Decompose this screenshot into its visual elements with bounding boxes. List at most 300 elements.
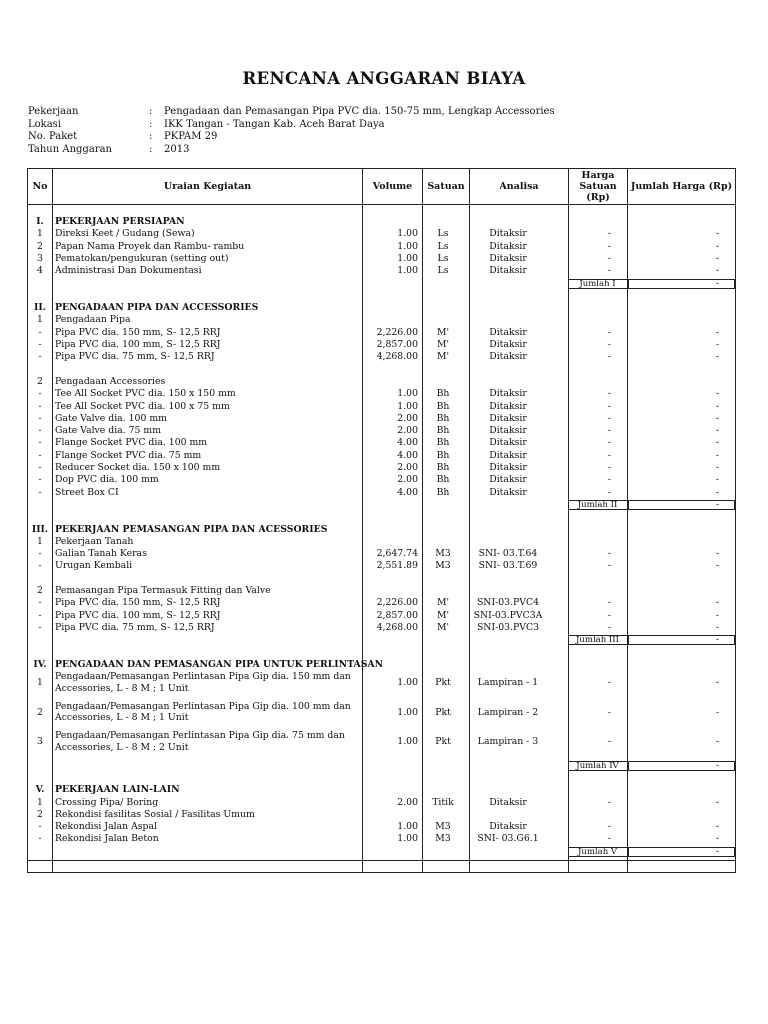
row-volume: 4.00 (397, 449, 418, 461)
subtotal-label: Jumlah IV (576, 760, 619, 771)
row-description: Gate Valve dia. 75 mm (55, 425, 162, 437)
row-analysis: Ditaksir (489, 796, 527, 808)
row-volume: 2.00 (397, 462, 418, 473)
subtotal-value: - (715, 277, 719, 289)
row-unit-price: - (607, 449, 611, 461)
row-analysis: SNI- 03.T.64 (478, 548, 538, 560)
row-number: - (38, 388, 42, 400)
table-row (28, 437, 735, 449)
row-total-price: - (715, 228, 719, 240)
row-number: II. (34, 302, 46, 314)
row-number: - (38, 425, 42, 437)
row-unit: Pkt (435, 706, 451, 718)
row-unit: Bh (436, 462, 450, 473)
subtotal-divider (628, 762, 629, 770)
row-description: Street Box CI (55, 486, 119, 498)
row-unit-price: - (607, 462, 611, 473)
row-analysis: SNI-03.PVC3 (476, 621, 540, 633)
table-row (28, 253, 735, 265)
row-description: Dop PVC dia. 100 mm (55, 474, 159, 486)
row-volume: 1.00 (397, 821, 418, 833)
description-line: Pengadaan/Pemasangan Perlintasan Pipa Gip dia. 75 mm dan (55, 730, 345, 742)
row-unit-price: - (607, 736, 611, 748)
row-total-price: - (715, 677, 719, 689)
row-analysis: Ditaksir (489, 252, 527, 264)
row-unit: M' (436, 326, 450, 338)
row-unit: Bh (436, 412, 450, 424)
table-row (28, 462, 735, 474)
subtotal-divider (628, 501, 629, 509)
row-number: - (38, 412, 42, 424)
row-volume: 4.00 (397, 437, 418, 449)
row-total-price: - (715, 821, 719, 833)
section-header-row (28, 216, 735, 228)
row-description: Pengadaan Pipa (55, 314, 131, 326)
row-number: III. (31, 523, 49, 535)
meta-value: 2013 (164, 143, 190, 155)
table-row (28, 701, 735, 726)
row-total-price: - (715, 252, 719, 264)
meta-label: Lokasi (28, 118, 62, 130)
row-description: PEKERJAAN PERSIAPAN (55, 216, 185, 227)
header-volume: Volume (372, 181, 413, 192)
row-unit-price: - (607, 351, 611, 363)
table-row (28, 265, 735, 277)
row-total-price: - (715, 597, 719, 609)
table-row (28, 228, 735, 240)
row-number: - (38, 821, 42, 833)
row-unit-price: - (607, 597, 611, 609)
subtotal-value: - (715, 759, 719, 771)
row-total-price: - (715, 400, 719, 412)
meta-label: Pekerjaan (28, 106, 79, 117)
row-analysis: Ditaksir (489, 388, 527, 400)
row-number: 1 (37, 677, 43, 689)
row-number: - (38, 560, 42, 572)
row-analysis: Lampiran - 2 (477, 706, 539, 718)
row-description: PEKERJAAN LAIN-LAIN (55, 784, 180, 796)
table-row (28, 585, 735, 597)
row-unit-price: - (607, 486, 611, 498)
row-unit: M' (436, 339, 450, 350)
table-row (28, 327, 735, 339)
meta-value: PKPAM 29 (164, 131, 218, 142)
row-number: 1 (37, 796, 43, 808)
table-row (28, 671, 735, 696)
subtotal-label: Jumlah I (579, 278, 616, 289)
row-volume: 2.00 (397, 425, 418, 437)
row-total-price: - (715, 449, 719, 461)
row-analysis: SNI- 03.T.69 (478, 560, 538, 572)
row-unit-price: - (607, 474, 611, 486)
subtotal-row (28, 278, 735, 290)
table-row (28, 560, 735, 572)
row-analysis: Ditaksir (489, 474, 527, 486)
row-unit-price: - (607, 548, 611, 560)
row-unit: Pkt (435, 736, 451, 748)
row-analysis: Ditaksir (489, 265, 527, 277)
row-total-price: - (715, 412, 719, 424)
page-title: RENCANA ANGGARAN BIAYA (242, 69, 526, 88)
row-total-price: - (715, 388, 719, 400)
row-volume: 2.00 (397, 412, 418, 424)
row-number: - (38, 400, 42, 412)
row-analysis: Ditaksir (489, 412, 527, 424)
row-description (55, 701, 389, 724)
meta-colon: : (149, 143, 153, 155)
row-unit-price: - (607, 265, 611, 277)
row-analysis: SNI- 03.G6.1 (477, 833, 539, 845)
row-total-price: - (715, 339, 719, 350)
row-volume: 1.00 (397, 400, 418, 412)
row-number: 2 (37, 585, 43, 596)
subtotal-label: Jumlah III (576, 635, 619, 646)
subtotal-label: Jumlah V (577, 846, 618, 857)
row-unit-price: - (607, 240, 611, 252)
row-unit-price: - (607, 621, 611, 633)
row-analysis: Ditaksir (489, 240, 527, 252)
row-unit: Bh (436, 474, 450, 486)
table-row (28, 474, 735, 486)
table-row (28, 376, 735, 388)
row-unit-price: - (607, 437, 611, 449)
table-row (28, 821, 735, 833)
table-row (28, 487, 735, 499)
row-unit: M3 (435, 821, 451, 833)
meta-colon: : (149, 118, 153, 130)
row-volume: 2.00 (397, 796, 418, 808)
row-unit: M' (436, 609, 450, 621)
row-number: 1 (37, 228, 43, 240)
row-description: Pekerjaan Tanah (55, 535, 134, 547)
row-analysis: Ditaksir (489, 351, 527, 363)
meta-row-no-paket (28, 131, 555, 144)
header-harga-satuan: Harga Satuan (Rp) (579, 170, 617, 203)
row-number: - (38, 548, 42, 560)
row-description: Rekondisi fasilitas Sosial / Fasilitas Umum (55, 808, 255, 820)
row-analysis: Lampiran - 3 (477, 736, 539, 748)
row-volume: 2,226.00 (376, 597, 418, 609)
section-header-row (28, 659, 735, 671)
row-description: Pengadaan Accessories (55, 375, 166, 387)
row-number: - (38, 474, 42, 486)
subtotal-value: - (715, 498, 719, 510)
table-row (28, 413, 735, 425)
row-number: - (38, 326, 42, 338)
row-unit: Bh (436, 437, 450, 449)
row-unit: Titik (432, 796, 454, 808)
row-volume: 4.00 (397, 486, 418, 498)
row-description: Reducer Socket dia. 150 x 100 mm (55, 462, 221, 473)
row-analysis: Ditaksir (489, 400, 527, 412)
table-row (28, 730, 735, 755)
meta-row-lokasi (28, 119, 555, 132)
row-total-price: - (715, 548, 719, 560)
row-volume: 1.00 (397, 240, 418, 252)
row-number: - (38, 437, 42, 449)
table-row (28, 388, 735, 400)
row-description: Tee All Socket PVC dia. 100 x 75 mm (55, 400, 230, 412)
row-total-price: - (715, 265, 719, 277)
subtotal-row (28, 499, 735, 511)
row-number: - (38, 449, 42, 461)
row-volume: 1.00 (397, 736, 418, 748)
row-total-price: - (715, 560, 719, 572)
row-volume: 1.00 (397, 265, 418, 277)
row-analysis: SNI-03.PVC4 (476, 597, 540, 609)
row-volume: 1.00 (397, 677, 418, 689)
row-unit-price: - (607, 339, 611, 350)
row-volume: 4,268.00 (376, 621, 418, 633)
row-unit-price: - (607, 833, 611, 845)
row-number: - (38, 597, 42, 609)
row-volume: 1.00 (397, 833, 418, 845)
meta-value: IKK Tangan - Tangan Kab. Aceh Barat Daya (164, 118, 385, 130)
subtotal-label: Jumlah II (577, 499, 618, 510)
row-analysis: Ditaksir (489, 821, 527, 833)
section-header-row (28, 524, 735, 536)
row-description: Urugan Kembali (55, 560, 133, 572)
meta-row-pekerjaan (28, 106, 555, 119)
row-volume: 1.00 (397, 706, 418, 718)
row-number: - (38, 621, 42, 633)
row-number: - (38, 351, 42, 363)
row-number: - (38, 609, 42, 621)
row-unit-price: - (607, 425, 611, 437)
meta-colon: : (149, 106, 153, 117)
row-number: 1 (37, 314, 43, 326)
table-row (28, 401, 735, 413)
description-line: Pengadaan/Pemasangan Perlintasan Pipa Gip dia. 100 mm dan (55, 700, 351, 712)
table-row (28, 314, 735, 326)
row-number: V. (35, 784, 45, 796)
row-description: Pipa PVC dia. 150 mm, S- 12,5 RRJ (55, 597, 221, 609)
meta-label: Tahun Anggaran (28, 143, 112, 155)
row-analysis: Ditaksir (489, 425, 527, 437)
row-description: Pipa PVC dia. 100 mm, S- 12,5 RRJ (55, 339, 221, 350)
row-description: Flange Socket PVC dia. 75 mm (55, 449, 202, 461)
meta-label: No. Paket (28, 131, 78, 142)
row-description: Rekondisi Jalan Beton (55, 833, 159, 845)
table-row (28, 450, 735, 462)
row-total-price: - (715, 351, 719, 363)
header-analisa: Analisa (499, 181, 539, 192)
row-description: Pipa PVC dia. 100 mm, S- 12,5 RRJ (55, 609, 221, 621)
table-row (28, 425, 735, 437)
row-volume: 2,551.89 (376, 560, 418, 572)
row-number: - (38, 833, 42, 845)
row-unit: Bh (436, 400, 450, 412)
table-row (28, 339, 735, 351)
row-volume: 4,268.00 (376, 351, 418, 363)
row-unit-price: - (607, 821, 611, 833)
row-volume: 2.00 (397, 474, 418, 486)
row-unit: M' (436, 351, 450, 363)
row-description: Gate Valve dia. 100 mm (55, 412, 167, 424)
row-volume: 2,857.00 (376, 609, 418, 621)
row-unit-price: - (607, 228, 611, 240)
row-volume: 2,647.74 (376, 548, 418, 560)
row-analysis: Ditaksir (489, 449, 527, 461)
row-description: PENGADAAN PIPA DAN ACCESSORIES (55, 302, 259, 314)
row-unit-price: - (607, 677, 611, 689)
header-satuan: Satuan (427, 181, 465, 192)
row-total-price: - (715, 474, 719, 486)
row-total-price: - (715, 486, 719, 498)
table-row (28, 548, 735, 560)
header-divider (28, 204, 735, 205)
row-number: - (38, 339, 42, 350)
table-row (28, 610, 735, 622)
row-total-price: - (715, 326, 719, 338)
row-volume: 1.00 (397, 252, 418, 264)
row-description: Direksi Keet / Gudang (Sewa) (55, 228, 195, 240)
row-unit-price: - (607, 326, 611, 338)
table-row (28, 241, 735, 253)
row-description: Pipa PVC dia. 150 mm, S- 12,5 RRJ (55, 326, 221, 338)
table-row (28, 351, 735, 363)
row-total-price: - (715, 833, 719, 845)
row-analysis: Ditaksir (489, 462, 527, 473)
row-number: 2 (37, 375, 43, 387)
row-description (55, 730, 389, 753)
row-total-price: - (715, 796, 719, 808)
subtotal-row (28, 846, 735, 858)
table-row (28, 833, 735, 845)
row-unit: M3 (435, 833, 451, 845)
row-description: Papan Nama Proyek dan Rambu- rambu (55, 240, 245, 252)
table-row (28, 622, 735, 634)
subtotal-value: - (715, 845, 719, 857)
project-info (28, 106, 555, 156)
row-description: Pipa PVC dia. 75 mm, S- 12,5 RRJ (55, 621, 215, 633)
subtotal-divider (628, 280, 629, 288)
row-unit: Ls (437, 252, 449, 264)
row-total-price: - (715, 706, 719, 718)
row-description: Galian Tanah Keras (55, 548, 147, 560)
description-line: Accessories, L - 8 M ; 1 Unit (55, 712, 189, 724)
table-row (28, 797, 735, 809)
row-number: I. (36, 216, 44, 227)
row-unit-price: - (607, 706, 611, 718)
row-description: Flange Socket PVC dia. 100 mm (55, 437, 208, 449)
row-unit-price: - (607, 252, 611, 264)
row-volume: 1.00 (397, 228, 418, 240)
row-unit: Bh (436, 425, 450, 437)
row-unit: M3 (435, 548, 451, 560)
table-row (28, 536, 735, 548)
row-number: 3 (37, 736, 43, 748)
row-description: PEKERJAAN PEMASANGAN PIPA DAN ACESSORIES (55, 523, 328, 535)
section-header-row (28, 784, 735, 796)
row-analysis: Lampiran - 1 (477, 677, 539, 689)
subtotal-row (28, 634, 735, 646)
row-total-price: - (715, 621, 719, 633)
section-header-row (28, 302, 735, 314)
row-description: Tee All Socket PVC dia. 150 x 150 mm (55, 388, 236, 400)
row-description: Pematokan/pengukuran (setting out) (55, 252, 229, 264)
row-analysis: SNI-03.PVC3A (473, 609, 543, 621)
row-description: Crossing Pipa/ Boring (55, 796, 159, 808)
row-description: Pipa PVC dia. 75 mm, S- 12,5 RRJ (55, 351, 215, 363)
row-unit: Ls (437, 265, 449, 277)
row-total-price: - (715, 425, 719, 437)
description-line: Accessories, L - 8 M ; 2 Unit (55, 741, 189, 753)
row-unit: Bh (436, 388, 450, 400)
row-unit: M3 (435, 560, 451, 572)
row-total-price: - (715, 462, 719, 473)
row-unit: Bh (436, 486, 450, 498)
row-unit: M' (436, 597, 450, 609)
row-total-price: - (715, 736, 719, 748)
row-unit-price: - (607, 796, 611, 808)
meta-colon: : (149, 131, 153, 142)
row-description: PENGADAAN DAN PEMASANGAN PIPA UNTUK PERLINTASAN (55, 658, 384, 670)
row-volume: 2,857.00 (376, 339, 418, 350)
row-volume: 2,226.00 (376, 326, 418, 338)
row-analysis: Ditaksir (489, 437, 527, 449)
row-total-price: - (715, 609, 719, 621)
row-number: 2 (37, 808, 43, 820)
row-number: IV. (33, 658, 47, 670)
row-analysis: Ditaksir (489, 486, 527, 498)
description-line: Pengadaan/Pemasangan Perlintasan Pipa Gip dia. 150 mm dan (55, 671, 351, 683)
row-number: 4 (37, 265, 43, 277)
row-analysis: Ditaksir (489, 228, 527, 240)
meta-value: Pengadaan dan Pemasangan Pipa PVC dia. 150-75 mm, Lengkap Accessories (164, 106, 555, 117)
row-description: Pemasangan Pipa Termasuk Fitting dan Valve (55, 585, 271, 596)
subtotal-value: - (715, 634, 719, 646)
row-description (55, 671, 389, 694)
row-total-price: - (715, 437, 719, 449)
row-total-price: - (715, 240, 719, 252)
table-row (28, 597, 735, 609)
header-jumlah-harga: Jumlah Harga (Rp) (630, 181, 733, 192)
description-line: Accessories, L - 8 M ; 1 Unit (55, 682, 189, 694)
row-description: Administrasi Dan Dokumentasi (55, 265, 202, 277)
row-description: Rekondisi Jalan Aspal (55, 821, 158, 833)
subtotal-divider (628, 848, 629, 856)
row-number: - (38, 486, 42, 498)
row-unit-price: - (607, 412, 611, 424)
row-number: 3 (37, 252, 43, 264)
row-volume: 1.00 (397, 388, 418, 400)
header-no: No (32, 181, 48, 192)
row-number: 2 (37, 706, 43, 718)
row-unit-price: - (607, 388, 611, 400)
table-row (28, 809, 735, 821)
footer-divider (28, 860, 735, 861)
row-unit-price: - (607, 609, 611, 621)
budget-table (27, 168, 736, 873)
row-analysis: Ditaksir (489, 339, 527, 350)
header-uraian: Uraian Kegiatan (163, 181, 252, 192)
row-unit: Ls (437, 228, 449, 240)
subtotal-row (28, 760, 735, 772)
row-number: 2 (37, 240, 43, 252)
row-analysis: Ditaksir (489, 326, 527, 338)
row-unit: Pkt (435, 677, 451, 689)
row-unit: M' (436, 621, 450, 633)
row-unit-price: - (607, 400, 611, 412)
row-unit: Ls (437, 240, 449, 252)
row-number: - (38, 462, 42, 473)
row-number: 1 (37, 535, 43, 547)
subtotal-divider (628, 636, 629, 644)
row-unit-price: - (607, 560, 611, 572)
meta-row-tahun-anggaran (28, 144, 555, 157)
row-unit: Bh (436, 449, 450, 461)
